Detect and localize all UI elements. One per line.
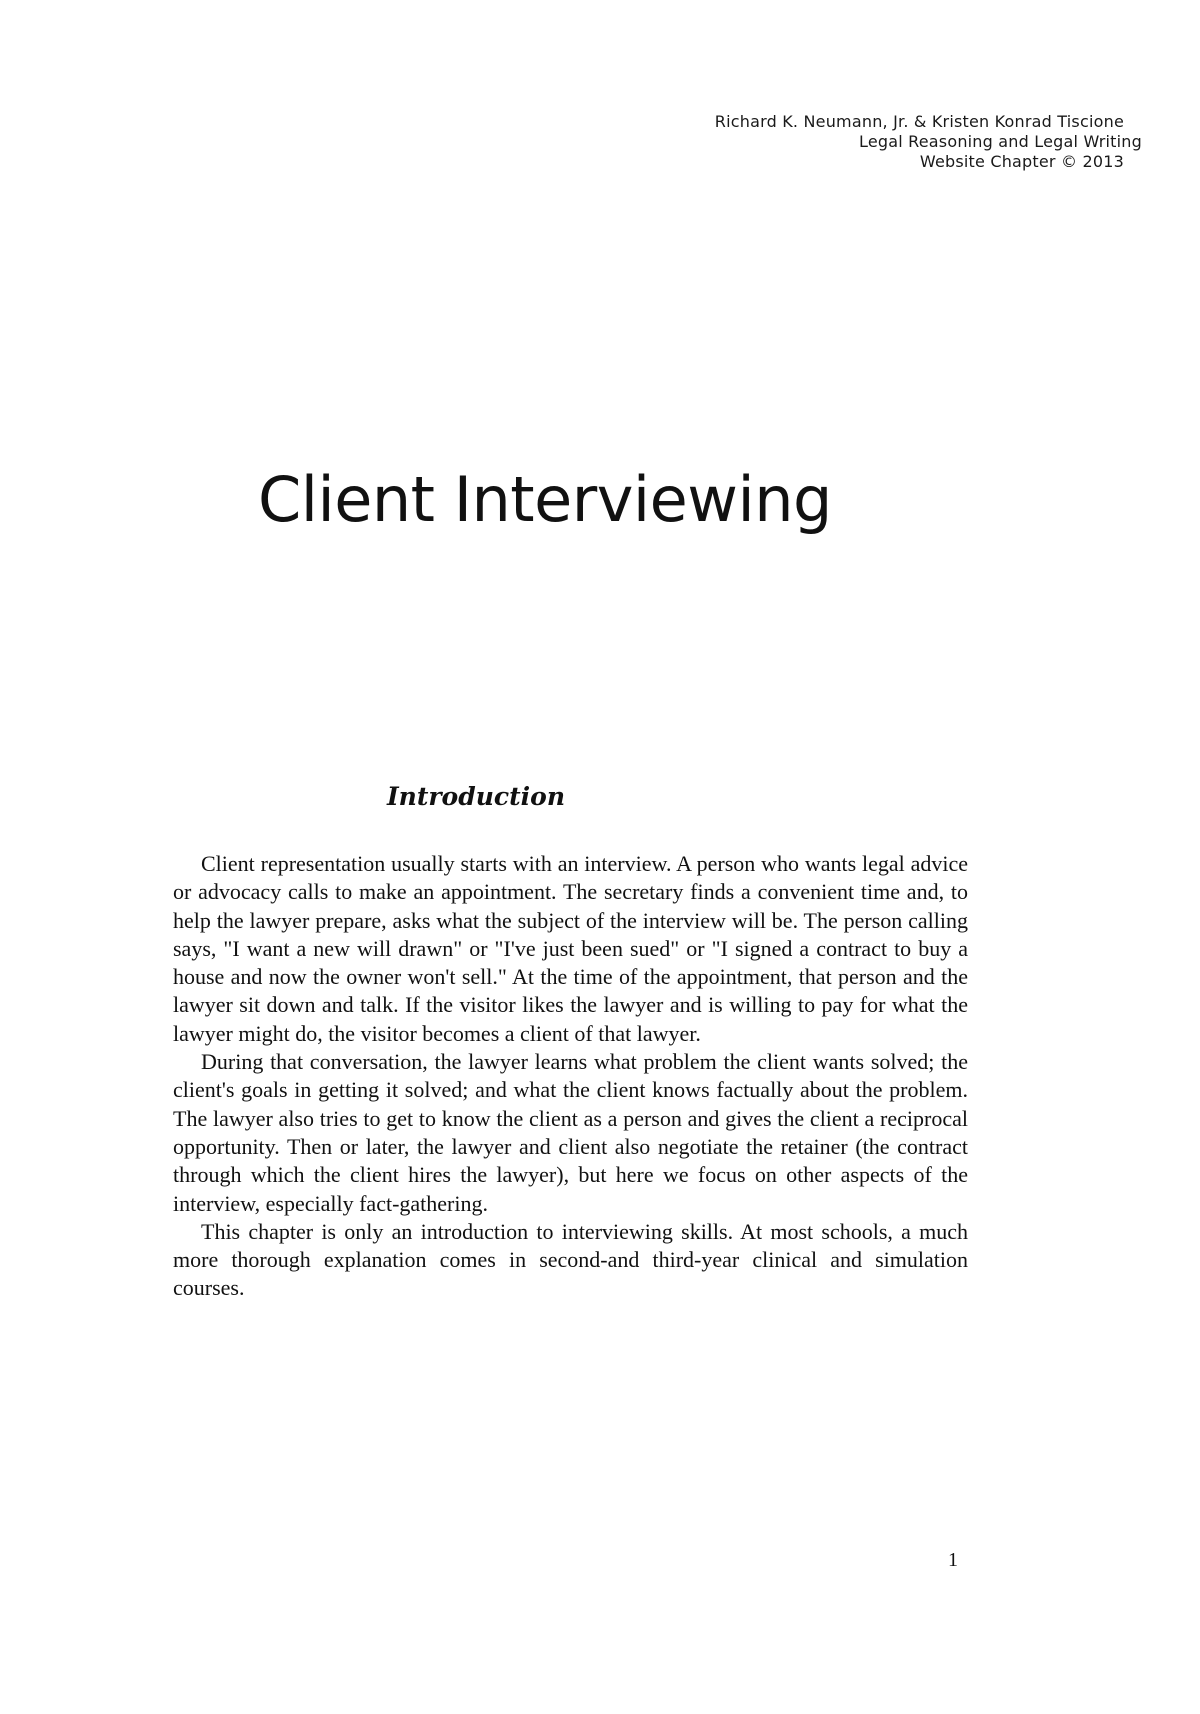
header-book-title: Legal Reasoning and Legal Writing	[858, 132, 1142, 151]
running-header	[714, 112, 1142, 172]
page-number: 1	[948, 1549, 958, 1571]
header-edition: Website Chapter © 2013	[919, 152, 1124, 171]
header-authors: Richard K. Neumann, Jr. & Kristen Konrad Tiscione	[714, 112, 1124, 131]
paragraph: Client representation usually starts with an interview. A person who wants legal advice or advocacy calls to make an appointment. The secretary finds a convenient time and, to help the lawyer prepare, asks what the subject of the interview will be. The person calling says, "I want a new will drawn" or "I've just been sued" or "I signed a contract to buy a house and now the owner won't sell." At the time of the appointment, that person and the lawyer sit down and talk. If the visitor likes the lawyer and is willing to pay for what the lawyer might do, the visitor becomes a client of that lawyer.	[173, 851, 968, 1046]
body-text	[173, 850, 968, 1303]
chapter-title: Client Interviewing	[258, 462, 832, 536]
section-heading: Introduction	[386, 781, 566, 811]
paragraph: During that conversation, the lawyer learns what problem the client wants solved; the client's goals in getting it solved; and what the client knows factually about the problem. The lawyer also tries to get to know the client as a person and gives the client a reciprocal opportunity. Then or later, the lawyer and client also negotiate the retainer (the contract through which the client hires the lawyer), but here we focus on other aspects of the interview, especially fact-gathering.	[173, 1049, 968, 1216]
paragraph: This chapter is only an introduction to interviewing skills. At most schools, a much more thorough explanation comes in second-and third-year clinical and simulation courses.	[173, 1218, 968, 1301]
